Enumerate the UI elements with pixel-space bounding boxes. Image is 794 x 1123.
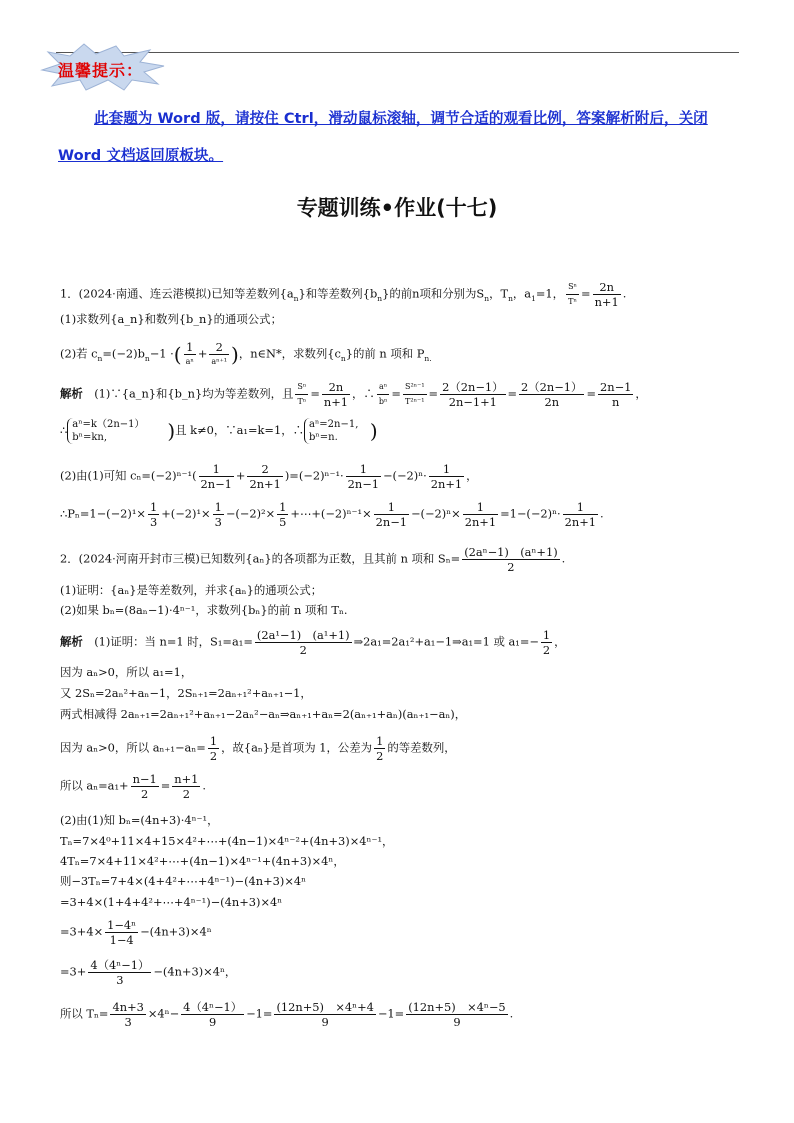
q2-solution-line5: 因为 aₙ>0，所以 aₙ₊₁−aₙ= $\frac{1}{2}$ ，故{aₙ}是首项为 1，公差为 $\frac{1}{2}$ 的等差数列， <box>60 734 456 763</box>
fraction: $\frac{2n}{n+1}$ <box>594 280 619 309</box>
q1-solution-line2: ∴ aⁿ=k（2n−1） bⁿ=kn, )且 k≠0，∵a₁=k=1，∴ aⁿ=2n−1, bⁿ=n. ) <box>60 419 378 443</box>
fraction: $\frac{1}{2n+1}$ <box>564 500 597 529</box>
fraction: $\frac{\text{(12n+5) ×4ⁿ+4}}{9}$ <box>276 1000 374 1029</box>
fraction: 1 aⁿ <box>185 340 194 366</box>
fraction: $\frac{1}{2}$ <box>376 734 384 763</box>
fraction: $\frac{\text{1−4ⁿ}}{1-4}$ <box>107 918 137 947</box>
q2-solution-line3: 又 2Sₙ=2aₙ²+aₙ−1，2Sₙ₊₁=2aₙ₊₁²+aₙ₊₁−1， <box>60 686 312 700</box>
fraction: $\frac{\text{aⁿ}}{\text{bⁿ}}$ <box>378 382 388 406</box>
q2-solution-line12: =3+4× $\frac{\text{1−4ⁿ}}{1-4}$ −(4n+3)×4ⁿ <box>60 918 212 947</box>
q2-stem: 2．(2024·河南开封市三模)已知数列{aₙ}的各项都为正数，且其前 n 项和 Sₙ= $\frac{\text{(2aⁿ−1) (aⁿ+1)}}{2}$ . <box>60 545 566 574</box>
fraction: $\frac{\text{Sⁿ}}{\text{Tⁿ}}$ <box>297 382 307 406</box>
fraction: $\frac{1}{2}$ <box>542 628 551 657</box>
equation-system: aⁿ=2n−1, bⁿ=n. <box>304 418 358 444</box>
q2-solution-line11: =3+4×(1+4+4²+⋯+4ⁿ⁻¹)−(4n+3)×4ⁿ <box>60 895 283 909</box>
fraction: $\frac{n-1}{2}$ <box>132 772 157 801</box>
q2-solution-line10: 则−3Tₙ=7+4×(4+4²+⋯+4ⁿ⁻¹)−(4n+3)×4ⁿ <box>60 874 307 888</box>
q2-solution-line9: 4Tₙ=7×4+11×4²+⋯+(4n−1)×4ⁿ⁻¹+(4n+3)×4ⁿ， <box>60 854 345 868</box>
q2-part1: (1)证明：{aₙ}是等差数列，并求{aₙ}的通项公式； <box>60 583 323 597</box>
q1-solution-line1: 解析 (1)∵{a_n}和{b_n}均为等差数列，且 $\frac{\text{Sⁿ}}{\text{Tⁿ}}$ = $\frac{2n}{n+1}$ ，∴ $\frac{\text{aⁿ}}{\text{bⁿ}}$ = $\frac{\text{S²ⁿ⁻¹}}{\text{T²ⁿ⁻¹}}$ = $\frac{2(2n-1)}{2n-1+1}$ = $\frac{2(2n-1)}{2n}$ = $\frac{2n-1}{n}$ ， <box>60 380 647 409</box>
q2-solution-line13: =3+ $\frac{\text{4（4ⁿ−1）}}{3}$ −(4n+3)×4ⁿ， <box>60 958 237 987</box>
fraction: $\frac{2}{2n+1}$ <box>249 462 281 491</box>
fraction: $\frac{1}{3}$ <box>214 500 222 529</box>
q1-part2: (2)若 $c_n=(-2)b_n-1$ ·( 1 aⁿ + 2 aⁿ⁺¹ )，n∈N*，求数列$\{c_n\}$的前 n 项和 $P_{n.}$ <box>60 340 432 369</box>
fraction: $\frac{2(2n-1)}{2n-1+1}$ <box>442 380 504 409</box>
fraction: $\frac{1}{5}$ <box>279 500 287 529</box>
fraction: $\frac{\text{Sⁿ}}{\text{Tⁿ}}$ <box>568 282 578 306</box>
q1-stem: 1．(2024·南通、连云港模拟)已知等差数列$\{a_n\}$和等差数列$\{b_n\}$的前n项和分别为$S_n$，$T_n$，$a_1=1$， $\frac{\text{Sⁿ}}{\text{Tⁿ}}$ = $\frac{2n}{n+1}$ . <box>60 280 627 309</box>
q1-part1: (1)求数列{a_n}和数列{b_n}的通项公式； <box>60 312 282 326</box>
fraction: $\frac{\text{4（4ⁿ−1）}}{9}$ <box>183 1000 243 1029</box>
q2-part2: (2)如果 bₙ=(8aₙ−1)·4ⁿ⁻¹，求数列{bₙ}的前 n 项和 Tₙ. <box>60 603 348 617</box>
q1-solution-line3: (2)由(1)可知 cₙ=(−2)ⁿ⁻¹( $\frac{1}{2n-1}$ + $\frac{2}{2n+1}$ )=(−2)ⁿ⁻¹· $\frac{1}{2n-1}$ −(−2)ⁿ· $\frac{1}{2n+1}$ ， <box>60 462 478 491</box>
fraction: $\frac{2n}{n+1}$ <box>323 380 349 409</box>
fraction: $\frac{\text{(2aⁿ−1) (aⁿ+1)}}{2}$ <box>464 545 558 574</box>
notice-text: 此套题为 Word 版，请按住 Ctrl，滑动鼠标滚轴，调节合适的观看比例，答案解析附后，关闭 Word 文档返回原板块。 <box>58 110 708 164</box>
fraction: $\frac{1}{2n+1}$ <box>464 500 497 529</box>
tip-title: 温馨提示： <box>58 61 144 80</box>
fraction: $\frac{\text{(12n+5) ×4ⁿ−5}}{9}$ <box>408 1000 506 1029</box>
q2-solution-line8: Tₙ=7×4⁰+11×4+15×4²+⋯+(4n−1)×4ⁿ⁻²+(4n+3)×4ⁿ⁻¹， <box>60 834 394 848</box>
fraction: $\frac{2n-1}{n}$ <box>600 380 632 409</box>
q2-solution-line2: 因为 aₙ>0，所以 a₁=1， <box>60 665 193 679</box>
fraction: $\frac{1}{2n+1}$ <box>430 462 463 491</box>
fraction: $\frac{4n+3}{3}$ <box>112 1000 144 1029</box>
fraction: $\frac{\text{S²ⁿ⁻¹}}{\text{T²ⁿ⁻¹}}$ <box>404 382 425 406</box>
fraction: $\frac{\text{4（4ⁿ−1）}}{3}$ <box>90 958 150 987</box>
fraction: 2 aⁿ⁺¹ <box>211 340 228 366</box>
fraction: $\frac{1}{2}$ <box>209 734 218 763</box>
fraction: $\frac{1}{2n-1}$ <box>347 462 380 491</box>
fraction: $\frac{2(2n-1)}{2n}$ <box>521 380 583 409</box>
fraction: $\frac{1}{2n-1}$ <box>200 462 232 491</box>
page-title: 专题训练•作业(十七) <box>296 196 498 220</box>
q2-solution-line14: 所以 Tₙ= $\frac{4n+3}{3}$ ×4ⁿ− $\frac{\text{4（4ⁿ−1）}}{9}$ −1= $\frac{\text{(12n+5) ×4ⁿ+4}}{9}$ −1= $\frac{\text{(12n+5) ×4ⁿ−5}}{9}$ . <box>60 1000 514 1029</box>
q2-solution-line4: 两式相减得 2aₙ₊₁=2aₙ₊₁²+aₙ₊₁−2aₙ²−aₙ⇒aₙ₊₁+aₙ=2(aₙ₊₁+aₙ)(aₙ₊₁−aₙ)， <box>60 707 467 721</box>
q1-solution-line4: ∴Pₙ=1−(−2)¹× $\frac{1}{3}$ +(−2)¹× $\frac{1}{3}$ −(−2)²× $\frac{1}{5}$ +⋯+(−2)ⁿ⁻¹× $\frac{1}{2n-1}$ −(−2)ⁿ× $\frac{1}{2n+1}$ =1−(−2)ⁿ· $\frac{1}{2n+1}$ . <box>60 500 604 529</box>
equation-system: aⁿ=k（2n−1） bⁿ=kn, <box>67 418 144 444</box>
fraction: $\frac{n+1}{2}$ <box>174 772 199 801</box>
q2-solution-line6: 所以 aₙ=a₁+ $\frac{n-1}{2}$ = $\frac{n+1}{2}$ . <box>60 772 207 801</box>
fraction: $\frac{1}{2n-1}$ <box>375 500 407 529</box>
fraction: $\frac{1}{3}$ <box>149 500 158 529</box>
q2-solution-line1: 解析 (1)证明：当 n=1 时，S₁=a₁= $\frac{\text{(2a¹−1) (a¹+1)}}{2}$ ⇒2a₁=2a₁²+a₁−1⇒a₁=1 或 a₁=− $\frac{1}{2}$ ， <box>60 628 566 657</box>
q2-solution-line7: (2)由(1)知 bₙ=(4n+3)·4ⁿ⁻¹， <box>60 813 219 827</box>
fraction: $\frac{\text{(2a¹−1) (a¹+1)}}{2}$ <box>256 628 350 657</box>
